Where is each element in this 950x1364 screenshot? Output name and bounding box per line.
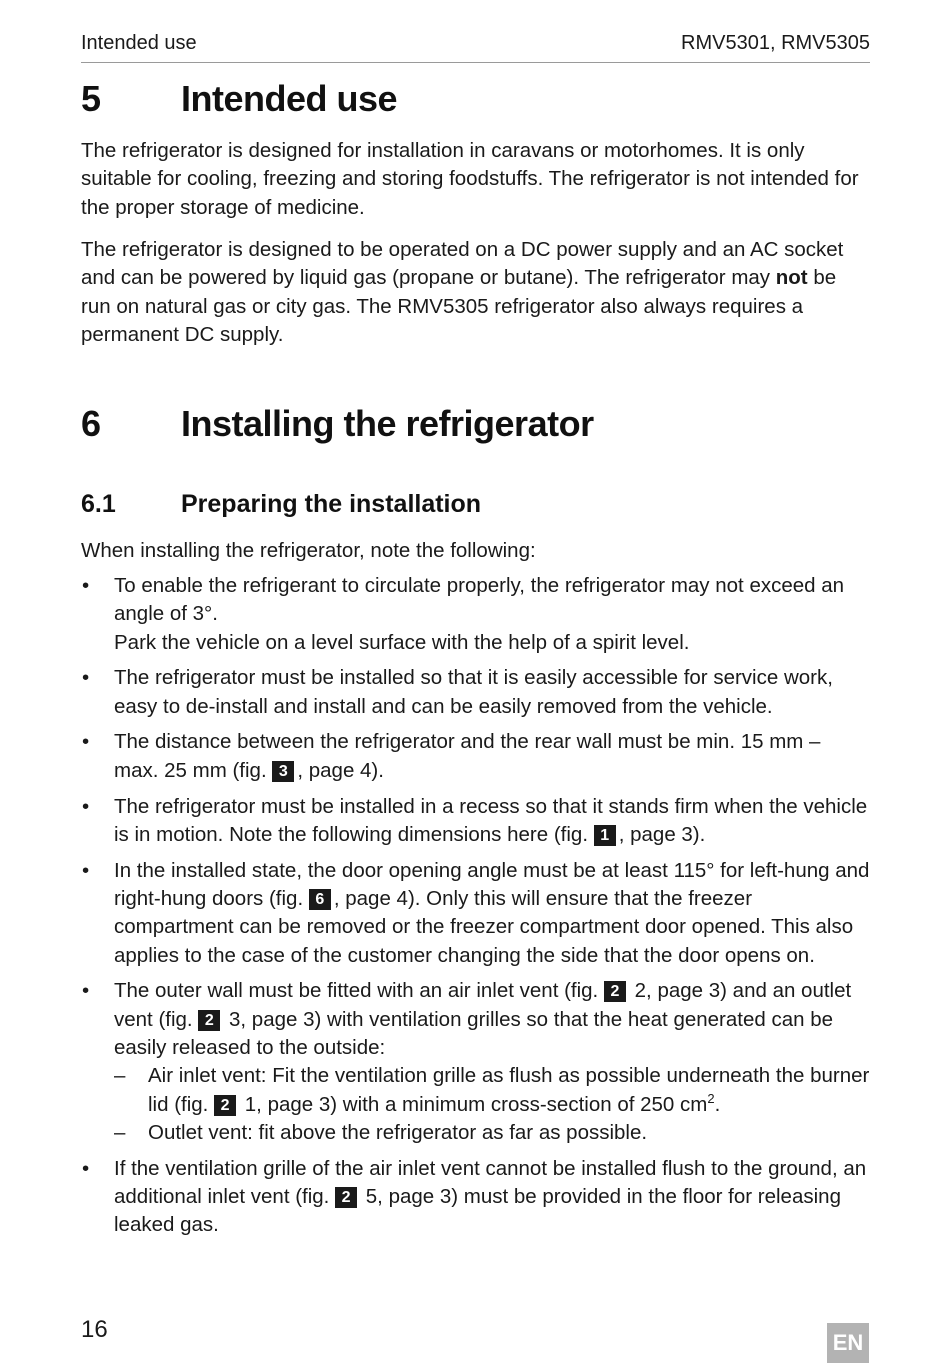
text-run: Outlet vent: fit above the refrigerator as far as possible. — [148, 1120, 648, 1144]
figure-reference-badge: 1 — [594, 825, 616, 846]
bullet-symbol: • — [82, 730, 90, 754]
list-item — [81, 728, 870, 785]
text-run: , page 4). Only this will ensure that the freezer compartment can be removed or the freezer compartment door opened. This also applies to the case of the customer changing the side that the door opens on. — [114, 886, 854, 967]
list-item-text — [114, 728, 870, 785]
dash-symbol: – — [114, 1064, 126, 1088]
section-title: Intended use — [181, 78, 398, 119]
text-run: 5, page 3) must be provided in the floor for releasing leaked gas. — [114, 1184, 841, 1237]
intended-use-paragraph-1: The refrigerator is designed for installation in caravans or motorhomes. It is only suitable for cooling, freezing and storing foodstuffs. The refrigerator is not intended for the proper storage of medicine. — [81, 139, 859, 219]
installation-intro: When installing the refrigerator, note the following: — [81, 539, 536, 562]
intended-use-paragraph-2 — [81, 236, 870, 349]
bullet-symbol: • — [82, 1156, 90, 1180]
list-item-text: Park the vehicle on a level surface with the help of a spirit level. — [114, 630, 690, 654]
text-run: 1, page 3) with a minimum cross-section of 250 cm — [239, 1092, 708, 1116]
bullet-symbol: • — [82, 574, 90, 597]
text-run: In the installed state, the door opening angle must be at least 115° for left-hung and right-hung doors (fig. — [114, 858, 870, 910]
list-item-text: To enable the refrigerant to circulate properly, the refrigerator may not exceed an angle of 3°. — [114, 574, 845, 626]
sub-list-item — [114, 1062, 870, 1119]
subsection-number: 6.1 — [81, 490, 116, 518]
list-item-text — [114, 857, 870, 970]
list-item — [81, 977, 870, 1147]
sub-list-item — [114, 1119, 870, 1147]
bullet-symbol: • — [82, 666, 90, 690]
text-run: . — [714, 1092, 721, 1116]
list-item — [81, 793, 870, 850]
heading-section-6-1 — [81, 490, 870, 522]
text-run: 3, page 3) with ventilation grilles so that the heat generated can be easily released to the outside: — [114, 1007, 834, 1059]
list-item — [81, 572, 870, 657]
figure-reference-badge: 2 — [335, 1187, 357, 1208]
figure-reference-badge: 3 — [272, 761, 294, 782]
text-run: Air inlet vent: Fit the ventilation grille as flush as possible underneath the burner lid (fig. — [148, 1064, 870, 1116]
figure-reference-badge: 6 — [309, 889, 331, 910]
bullet-symbol: • — [82, 858, 90, 882]
heading-section-6 — [81, 403, 870, 447]
text-run: , page 3). — [618, 822, 706, 846]
header-model-names: RMV5301, RMV5305 — [681, 32, 870, 54]
text-run: The refrigerator is designed to be operated on a DC power supply and an AC socket and can be powered by liquid gas (propane or butane). The refrigerator may — [81, 238, 844, 290]
text-run: The outer wall must be fitted with an air inlet vent (fig. — [114, 979, 604, 1003]
list-item — [81, 857, 870, 970]
text-run: 2, page 3) and an outlet vent (fig. — [114, 979, 852, 1031]
subsection-title: Preparing the installation — [181, 490, 482, 518]
figure-reference-badge: 2 — [604, 981, 626, 1002]
text-run: , page 4). — [297, 758, 384, 782]
list-item-text: The refrigerator must be installed so that it is easily accessible for service work, easy to de-install and install and can be easily removed from the vehicle. — [114, 666, 833, 718]
text-run: If the ventilation grille of the air inlet vent cannot be installed flush to the ground, an additional inlet vent (fig. — [114, 1156, 867, 1208]
installation-requirements-list — [81, 572, 870, 1247]
list-item-text — [114, 977, 870, 1062]
bullet-symbol: • — [82, 794, 90, 818]
text-run: The refrigerator must be installed in a recess so that it stands firm when the vehicle is in motion. Note the following dimensions here (fig. — [114, 794, 868, 846]
running-header — [81, 32, 870, 63]
page-number: 16 — [81, 1316, 108, 1343]
manual-page — [81, 0, 870, 1364]
list-item-text — [114, 793, 870, 850]
list-item-text — [114, 1155, 870, 1240]
section-title: Installing the refrigerator — [181, 403, 594, 444]
list-item — [81, 1155, 870, 1240]
text-run: The distance between the refrigerator and the rear wall must be min. 15 mm – max. 25 mm (fig. — [114, 730, 821, 782]
section-number: 6 — [81, 403, 101, 444]
header-section-title: Intended use — [81, 32, 197, 54]
dash-symbol: – — [114, 1120, 126, 1144]
heading-section-5 — [81, 78, 870, 122]
figure-reference-badge: 2 — [214, 1095, 236, 1116]
section-number: 5 — [81, 78, 101, 119]
text-run: be run on natural gas or city gas. The RMV5305 refrigerator also always requires a permanent DC supply. — [81, 266, 837, 346]
superscript: 2 — [707, 1090, 715, 1106]
bullet-symbol: • — [82, 979, 90, 1003]
list-item — [81, 664, 870, 721]
figure-reference-badge: 2 — [198, 1010, 220, 1031]
emphasis-not: not — [775, 266, 808, 290]
language-tab: EN — [827, 1323, 869, 1363]
